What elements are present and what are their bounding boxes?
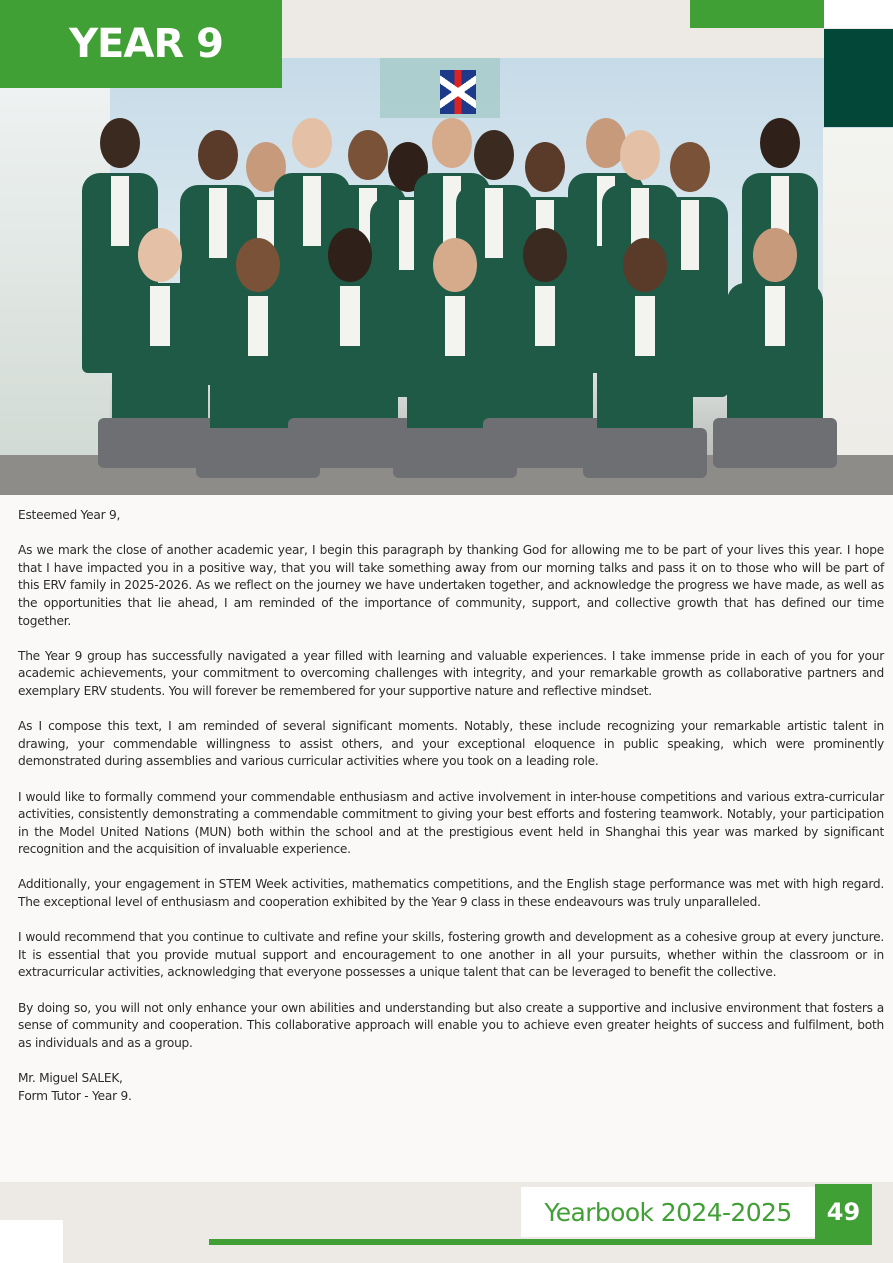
letter-salutation: Esteemed Year 9, <box>18 508 121 522</box>
decor-white-block <box>824 0 893 28</box>
letter-paragraph: The Year 9 group has successfully navigated a year filled with learning and valuable experiences. I take immense pride in each of you for your academic achievements, your commitment to overcoming challenges with integrity, and your remarkable growth as collaborative partners and exemplary ERV students. You will forever be remembered for your supportive nature and reflective mindset. <box>18 648 884 698</box>
letter-paragraph: As I compose this text, I am reminded of several significant moments. Notably, these include recognizing your remarkable artistic talent in drawing, your commendable willingness to assist others, and your exceptional eloquence in public speaking, which were prominently demonstrated during assemblies and various curricular activities where you took on a leading role. <box>18 719 884 769</box>
yearbook-label: Yearbook 2024-2025 <box>521 1187 815 1237</box>
tutor-letter <box>18 507 884 1105</box>
section-title-block <box>0 0 282 88</box>
letter-paragraph: I would like to formally commend your commendable enthusiasm and active involvement in inter-house competitions and various extra-curricular activities, consistently demonstrating a commendable commitment to giving your best efforts and fostering teamwork. Notably, your participation in the Model United Nations (MUN) both within the school and at the prestigious event held in Shanghai this year was marked by significant recognition and the acquisition of invaluable experience. <box>18 789 884 857</box>
footer-rule <box>209 1239 872 1245</box>
class-group-photo <box>0 58 893 495</box>
letter-paragraph: As we mark the close of another academic year, I begin this paragraph by thanking God for allowing me to be part of your lives this year. I hope that I have impacted you in a positive way, that you will take something away from our morning talks and pass it on to those who will be part of this ERV family in 2025-2026. As we reflect on the journey we have undertaken together, and acknowledge the progress we have made, as well as the opportunities that lie ahead, I am reminded of the importance of community, support, and collective growth that has defined our time together. <box>18 543 884 628</box>
section-title: YEAR 9 <box>69 21 223 67</box>
signature-role: Form Tutor - Year 9. <box>18 1088 132 1103</box>
decor-green-bar <box>690 0 824 28</box>
decor-bottom-left-block <box>0 1220 63 1263</box>
page-number: 49 <box>815 1184 872 1240</box>
letter-paragraph: I would recommend that you continue to cultivate and refine your skills, fostering growth and development as a cohesive group at every juncture. It is essential that you provide mutual support and encouragement to one another in all your pursuits, whether within the classroom or in extracurricular activities, acknowledging that everyone possesses a unique talent that can be leveraged to benefit the collective. <box>18 930 884 980</box>
letter-paragraph: By doing so, you will not only enhance your own abilities and understanding but also create a supportive and inclusive environment that fosters a sense of community and cooperation. This collaborative approach will enable you to achieve even greater heights of success and fulfilment, both as individuals and as a group. <box>18 1000 884 1050</box>
signature-name: Mr. Miguel SALEK, <box>18 1071 123 1085</box>
decor-dark-green-block <box>824 29 893 127</box>
letter-paragraph: Additionally, your engagement in STEM Week activities, mathematics competitions, and the English stage performance was met with high regard. The exceptional level of enthusiasm and cooperation exhibited by the Year 9 class in these endeavours was truly unparalleled. <box>18 877 884 910</box>
union-flag-icon <box>440 70 476 114</box>
